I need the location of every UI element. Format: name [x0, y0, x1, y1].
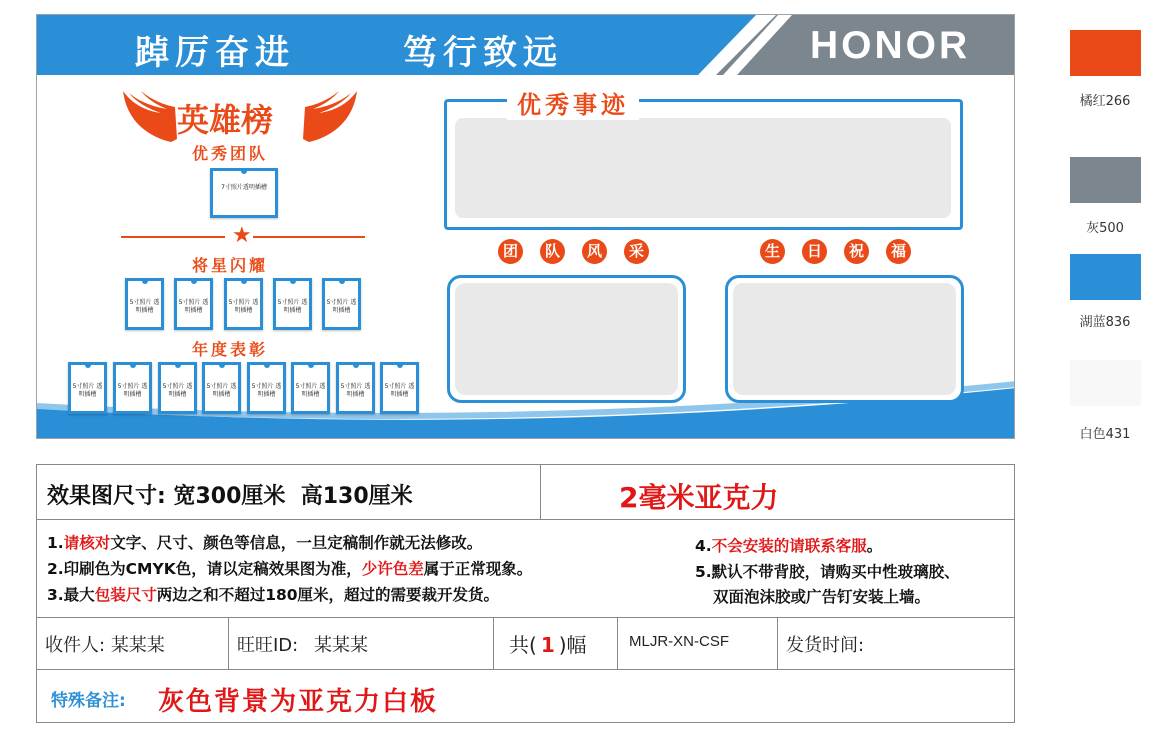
size-value: 宽300厘米 高130厘米: [173, 484, 413, 509]
annual-photo-slot: [380, 362, 419, 414]
birthday-section: [725, 275, 964, 403]
swatch-label-white: 白色431: [1079, 427, 1131, 442]
note-5-line1: 5.默认不带背胶，请购买中性玻璃胶、: [695, 563, 960, 581]
remark-label: 特殊备注:: [51, 691, 126, 711]
board-preview: [36, 14, 1015, 439]
remark-value: 灰色背景为亚克力白板: [158, 687, 439, 717]
team-photo-caption: 7寸照片透明插槽: [221, 184, 267, 191]
note-text: 属于正常现象。: [423, 560, 533, 578]
birthday-char: 福: [886, 239, 911, 264]
deeds-panel: [455, 118, 951, 218]
note-text: 两边之和不超过180厘米，超过的需要裁开发货。: [156, 586, 500, 604]
star-photo-slot: [125, 278, 164, 330]
count-cell: [509, 629, 587, 658]
birthday-char: 祝: [844, 239, 869, 264]
swatch-label-orange: 橘红266: [1079, 94, 1131, 109]
hero-list-title: 英雄榜: [177, 101, 274, 139]
divider-left: [121, 236, 225, 238]
note-1: [47, 531, 482, 553]
ship-time-label: 发货时间:: [786, 635, 865, 656]
swatch-label-gray: 灰500: [1086, 221, 1124, 236]
photo-caption: 5寸照片 透明插槽: [277, 299, 308, 314]
size-line: [47, 479, 413, 510]
note-text: 。: [866, 537, 883, 555]
star-photo-slot: [224, 278, 263, 330]
note-4: [695, 534, 882, 556]
material-label: 2毫米亚克力: [619, 481, 779, 514]
photo-caption: 5寸照片 透明插槽: [251, 383, 282, 398]
annual-photo-slot: [158, 362, 197, 414]
photo-caption: 5寸照片 透明插槽: [117, 383, 148, 398]
note-highlight: 请核对: [63, 534, 111, 552]
star-icon: ★: [232, 223, 252, 248]
annual-photo-slot: [202, 362, 241, 414]
note-highlight: 包装尺寸: [94, 586, 157, 604]
note-5-line2: 双面泡沫胶或广告钉安装上墙。: [713, 588, 931, 606]
photo-caption: 5寸照片 透明插槽: [326, 299, 357, 314]
spec-table: [36, 464, 1015, 723]
honor-logo: HONOR: [810, 24, 971, 67]
recipient-value: 某某某: [110, 635, 165, 656]
team-photo-slot: [210, 168, 278, 218]
color-swatch-orange: [1070, 30, 1141, 76]
photo-caption: 5寸照片 透明插槽: [72, 383, 103, 398]
team-style-char: 团: [498, 239, 523, 264]
photo-caption: 5寸照片 透明插槽: [206, 383, 237, 398]
count-value: 1: [540, 633, 555, 657]
swatch-label-blue: 湖蓝836: [1079, 315, 1131, 330]
color-swatch-blue: [1070, 254, 1141, 300]
size-label: 效果图尺寸:: [47, 484, 166, 509]
birthday-char: 生: [760, 239, 785, 264]
star-photo-slot: [322, 278, 361, 330]
count-prefix: 共(: [509, 633, 537, 657]
annual-photo-slot: [291, 362, 330, 414]
note-highlight: 不会安装的请联系客服: [711, 537, 867, 555]
photo-caption: 5寸照片 透明插槽: [178, 299, 209, 314]
photo-caption: 5寸照片 透明插槽: [295, 383, 326, 398]
note-text: 文字、尺寸、颜色等信息，一旦定稿制作就无法修改。: [110, 534, 483, 552]
photo-caption: 5寸照片 透明插槽: [340, 383, 371, 398]
annual-photo-slot: [247, 362, 286, 414]
recipient-cell: [45, 631, 165, 657]
annual-photo-slot: [113, 362, 152, 414]
note-text: 4.: [695, 537, 712, 555]
note-text: 3.最大: [47, 586, 95, 604]
star-photo-slot: [174, 278, 213, 330]
birthday-char: 日: [802, 239, 827, 264]
recipient-label: 收件人:: [45, 635, 106, 656]
annual-photo-slot: [68, 362, 107, 414]
annual-photo-slot: [336, 362, 375, 414]
photo-caption: 5寸照片 透明插槽: [228, 299, 259, 314]
wangwang-label: 旺旺ID:: [237, 635, 299, 656]
star-photo-slot: [273, 278, 312, 330]
wangwang-cell: [237, 631, 368, 657]
divider-right: [253, 236, 365, 238]
note-text: 1.: [47, 534, 64, 552]
birthday-panel: [733, 283, 956, 395]
team-style-char: 风: [582, 239, 607, 264]
color-swatch-gray: [1070, 157, 1141, 203]
team-style-section: [447, 275, 686, 403]
note-3: [47, 583, 499, 605]
count-suffix: )幅: [558, 633, 587, 657]
photo-caption: 5寸照片 透明插槽: [129, 299, 160, 314]
note-highlight: 少许色差: [361, 560, 424, 578]
deeds-title: 优秀事迹: [507, 85, 639, 120]
team-style-char: 队: [540, 239, 565, 264]
annual-label: 年度表彰: [191, 340, 268, 359]
photo-caption: 5寸照片 透明插槽: [384, 383, 415, 398]
star-label: 将星闪耀: [191, 256, 268, 275]
team-label: 优秀团队: [191, 144, 268, 163]
team-style-char: 采: [624, 239, 649, 264]
wangwang-value: 某某某: [313, 635, 368, 656]
color-swatch-white: [1070, 360, 1141, 406]
note-text: 2.印刷色为CMYK色，请以定稿效果图为准，: [47, 560, 362, 578]
slogan-right: 笃行致远: [403, 33, 563, 73]
product-code: MLJR-XN-CSF: [629, 633, 729, 650]
slogan-left: 踔厉奋进: [135, 33, 295, 73]
photo-caption: 5寸照片 透明插槽: [162, 383, 193, 398]
team-style-panel: [455, 283, 678, 395]
note-2: [47, 557, 532, 579]
